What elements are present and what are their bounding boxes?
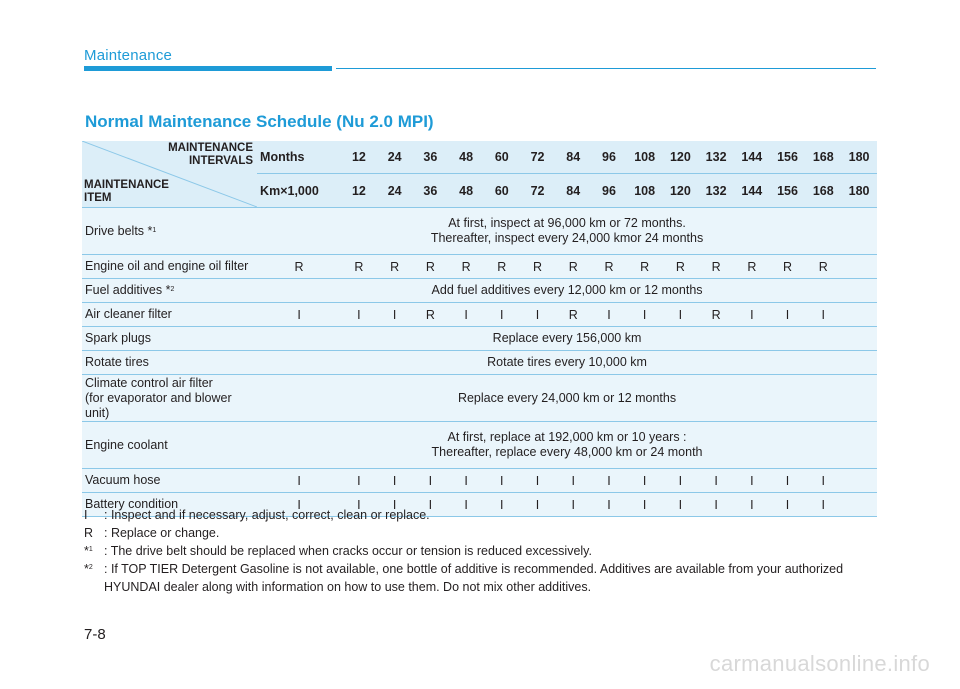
note-marker [84, 524, 93, 542]
note-mark: * [84, 562, 89, 576]
schedule-cell: I [484, 469, 520, 493]
schedule-cell: R [698, 255, 734, 279]
table-row [82, 351, 877, 375]
schedule-cell: I [377, 493, 413, 517]
watermark: carmanualsonline.info [709, 651, 930, 676]
note-mark: * [84, 544, 89, 558]
schedule-cell: I [484, 493, 520, 517]
legend-note [84, 542, 884, 560]
schedule-text-line: At first, inspect at 96,000 km or 72 months. [448, 216, 686, 230]
interval-value: 144 [734, 174, 770, 208]
interval-value: 156 [770, 174, 806, 208]
schedule-cell: R [413, 255, 449, 279]
interval-value: 84 [555, 174, 591, 208]
schedule-cell: R [257, 255, 341, 279]
schedule-cell: I [413, 493, 449, 517]
legend-note [84, 560, 884, 596]
interval-value: 12 [341, 174, 377, 208]
maintenance-item [82, 351, 257, 375]
item-label: Fuel additives * [85, 283, 171, 297]
legend-note [84, 524, 884, 542]
schedule-cell: I [663, 303, 699, 327]
schedule-cell: R [663, 255, 699, 279]
schedule-cell: R [770, 255, 806, 279]
schedule-cell: I [341, 469, 377, 493]
schedule-cell: I [734, 493, 770, 517]
schedule-cell: I [770, 303, 806, 327]
corner-intervals-line: INTERVALS [188, 155, 254, 167]
interval-value: 120 [663, 141, 699, 174]
item-label-line2: (for evaporator and blower unit) [85, 390, 232, 420]
schedule-cell: R [698, 303, 734, 327]
corner-intervals-label [168, 142, 253, 168]
schedule-cell: I [555, 493, 591, 517]
interval-value: 180 [841, 174, 877, 208]
schedule-cell: I [734, 303, 770, 327]
schedule-cell: I [448, 469, 484, 493]
maintenance-item [82, 327, 257, 351]
schedule-cell: I [770, 493, 806, 517]
maintenance-item [82, 303, 257, 327]
schedule-text-line: Rotate tires every 10,000 km [487, 355, 647, 369]
table-row [82, 375, 877, 422]
interval-value: 24 [377, 141, 413, 174]
schedule-cell: I [484, 303, 520, 327]
schedule-cell: I [257, 469, 341, 493]
maintenance-item [82, 375, 257, 422]
schedule-text-line: Thereafter, replace every 48,000 km or 24 month [431, 445, 703, 459]
schedule-cell: R [520, 255, 556, 279]
note-sup: 2 [88, 564, 93, 571]
maintenance-item [82, 208, 257, 255]
footnote-marker: 1 [152, 226, 157, 234]
interval-value: 96 [591, 174, 627, 208]
interval-value: 108 [627, 141, 663, 174]
table-row [82, 279, 877, 303]
schedule-cell: I [555, 469, 591, 493]
interval-value: 72 [520, 174, 556, 208]
item-label: Battery condition [85, 497, 179, 511]
schedule-text [257, 279, 877, 303]
schedule-cell: I [520, 493, 556, 517]
note-text: : Replace or change. [104, 526, 220, 540]
table-row [82, 303, 877, 327]
schedule-text-line: Replace every 156,000 km [492, 331, 642, 345]
item-label: Spark plugs [85, 331, 152, 345]
table-row [82, 469, 877, 493]
schedule-cell: I [805, 303, 841, 327]
schedule-cell: I [627, 493, 663, 517]
table-title: Normal Maintenance Schedule (Nu 2.0 MPI) [85, 112, 434, 131]
header-corner-cell [82, 141, 257, 208]
interval-value: 24 [377, 174, 413, 208]
schedule-cell: R [734, 255, 770, 279]
footnote-marker: 2 [170, 286, 175, 293]
schedule-text-line: At first, replace at 192,000 km or 10 years : [447, 430, 687, 444]
schedule-cell: I [698, 469, 734, 493]
schedule-cell: I [257, 303, 341, 327]
schedule-cell: I [734, 469, 770, 493]
interval-value: 72 [520, 141, 556, 174]
interval-row-months [82, 141, 877, 174]
interval-value: 84 [555, 141, 591, 174]
schedule-cell: I [377, 469, 413, 493]
schedule-cell: I [377, 303, 413, 327]
schedule-cell-empty [841, 303, 877, 327]
interval-label: Months [257, 141, 341, 174]
interval-value: 60 [484, 141, 520, 174]
item-label: Engine oil and engine oil filter [85, 259, 249, 273]
schedule-cell: I [520, 303, 556, 327]
item-label: Engine coolant [85, 437, 168, 452]
maintenance-item [82, 422, 257, 469]
note-mark: R [84, 526, 94, 540]
schedule-cell: R [413, 303, 449, 327]
note-text: : Inspect and if necessary, adjust, correct, clean or replace. [104, 508, 430, 522]
table-row [82, 255, 877, 279]
interval-value: 12 [341, 141, 377, 174]
interval-value: 48 [448, 174, 484, 208]
schedule-cell: R [377, 255, 413, 279]
schedule-text [257, 351, 877, 375]
note-marker [84, 560, 93, 578]
schedule-cell: R [555, 255, 591, 279]
schedule-text-line: Add fuel additives every 12,000 km or 12 months [431, 283, 703, 297]
interval-value: 120 [663, 174, 699, 208]
schedule-cell: I [448, 303, 484, 327]
header-rule-thick [84, 66, 332, 71]
schedule-text [257, 375, 877, 422]
interval-value: 156 [770, 141, 806, 174]
interval-value: 132 [698, 141, 734, 174]
legend-note [84, 506, 884, 524]
schedule-cell: I [448, 493, 484, 517]
interval-value: 96 [591, 141, 627, 174]
schedule-cell: R [591, 255, 627, 279]
schedule-text [257, 422, 877, 469]
corner-item-label [84, 179, 169, 205]
interval-value: 168 [805, 141, 841, 174]
note-text: : The drive belt should be replaced when cracks occur or tension is reduced excessively. [104, 544, 592, 558]
schedule-cell: R [484, 255, 520, 279]
item-label: Air cleaner filter [85, 307, 172, 321]
schedule-cell: I [591, 493, 627, 517]
interval-value: 132 [698, 174, 734, 208]
schedule-cell: I [627, 469, 663, 493]
schedule-cell: I [663, 469, 699, 493]
corner-item-line: MAINTENANCE [84, 179, 169, 191]
maintenance-schedule-table [82, 141, 877, 517]
note-mark: I [84, 508, 88, 522]
maintenance-item [82, 255, 257, 279]
schedule-cell: I [698, 493, 734, 517]
schedule-cell: I [770, 469, 806, 493]
maintenance-item [82, 469, 257, 493]
item-label: Vacuum hose [85, 473, 161, 487]
notes [84, 506, 884, 596]
schedule-cell: I [341, 303, 377, 327]
header-rule-thin [336, 68, 876, 69]
schedule-text [257, 327, 877, 351]
schedule-cell: I [520, 469, 556, 493]
schedule-cell: I [663, 493, 699, 517]
schedule-text-line: Replace every 24,000 km or 12 months [457, 390, 677, 405]
interval-label: Km×1,000 [257, 174, 341, 208]
schedule-cell: I [413, 469, 449, 493]
interval-value: 60 [484, 174, 520, 208]
schedule-text [257, 208, 877, 255]
corner-intervals-line: MAINTENANCE [168, 142, 254, 154]
schedule-cell: I [257, 493, 341, 517]
item-label: Rotate tires [85, 355, 149, 369]
schedule-cell-empty [841, 469, 877, 493]
item-label: Climate control air filter [85, 375, 213, 390]
section-title: Maintenance [84, 47, 173, 64]
interval-value: 36 [413, 174, 449, 208]
note-text: : If TOP TIER Detergent Gasoline is not available, one bottle of additive is recommended. Additives are available from your authorized HYUNDAI dealer along with information on how to use them. Do not mix other additives. [104, 562, 844, 594]
note-marker [84, 506, 87, 524]
corner-item-line: ITEM [84, 192, 112, 204]
schedule-cell: R [805, 255, 841, 279]
schedule-cell: R [627, 255, 663, 279]
schedule-cell: R [341, 255, 377, 279]
table-row [82, 327, 877, 351]
maintenance-item [82, 279, 257, 303]
interval-value: 48 [448, 141, 484, 174]
schedule-text-line: Thereafter, inspect every 24,000 kmor 24 months [430, 231, 704, 245]
table-row [82, 208, 877, 255]
schedule-cell: I [341, 493, 377, 517]
page-number: 7-8 [84, 626, 106, 643]
interval-value: 36 [413, 141, 449, 174]
schedule-cell: I [805, 493, 841, 517]
note-sup: 1 [88, 546, 93, 553]
note-marker [84, 542, 93, 560]
schedule-cell: I [627, 303, 663, 327]
schedule-cell: R [448, 255, 484, 279]
item-label: Drive belts * [85, 223, 153, 238]
schedule-cell: R [555, 303, 591, 327]
table-row [82, 422, 877, 469]
interval-value: 144 [734, 141, 770, 174]
schedule-cell: I [805, 469, 841, 493]
schedule-cell: I [591, 303, 627, 327]
interval-value: 168 [805, 174, 841, 208]
schedule-cell: I [591, 469, 627, 493]
schedule-cell-empty [841, 255, 877, 279]
interval-value: 108 [627, 174, 663, 208]
interval-value: 180 [841, 141, 877, 174]
